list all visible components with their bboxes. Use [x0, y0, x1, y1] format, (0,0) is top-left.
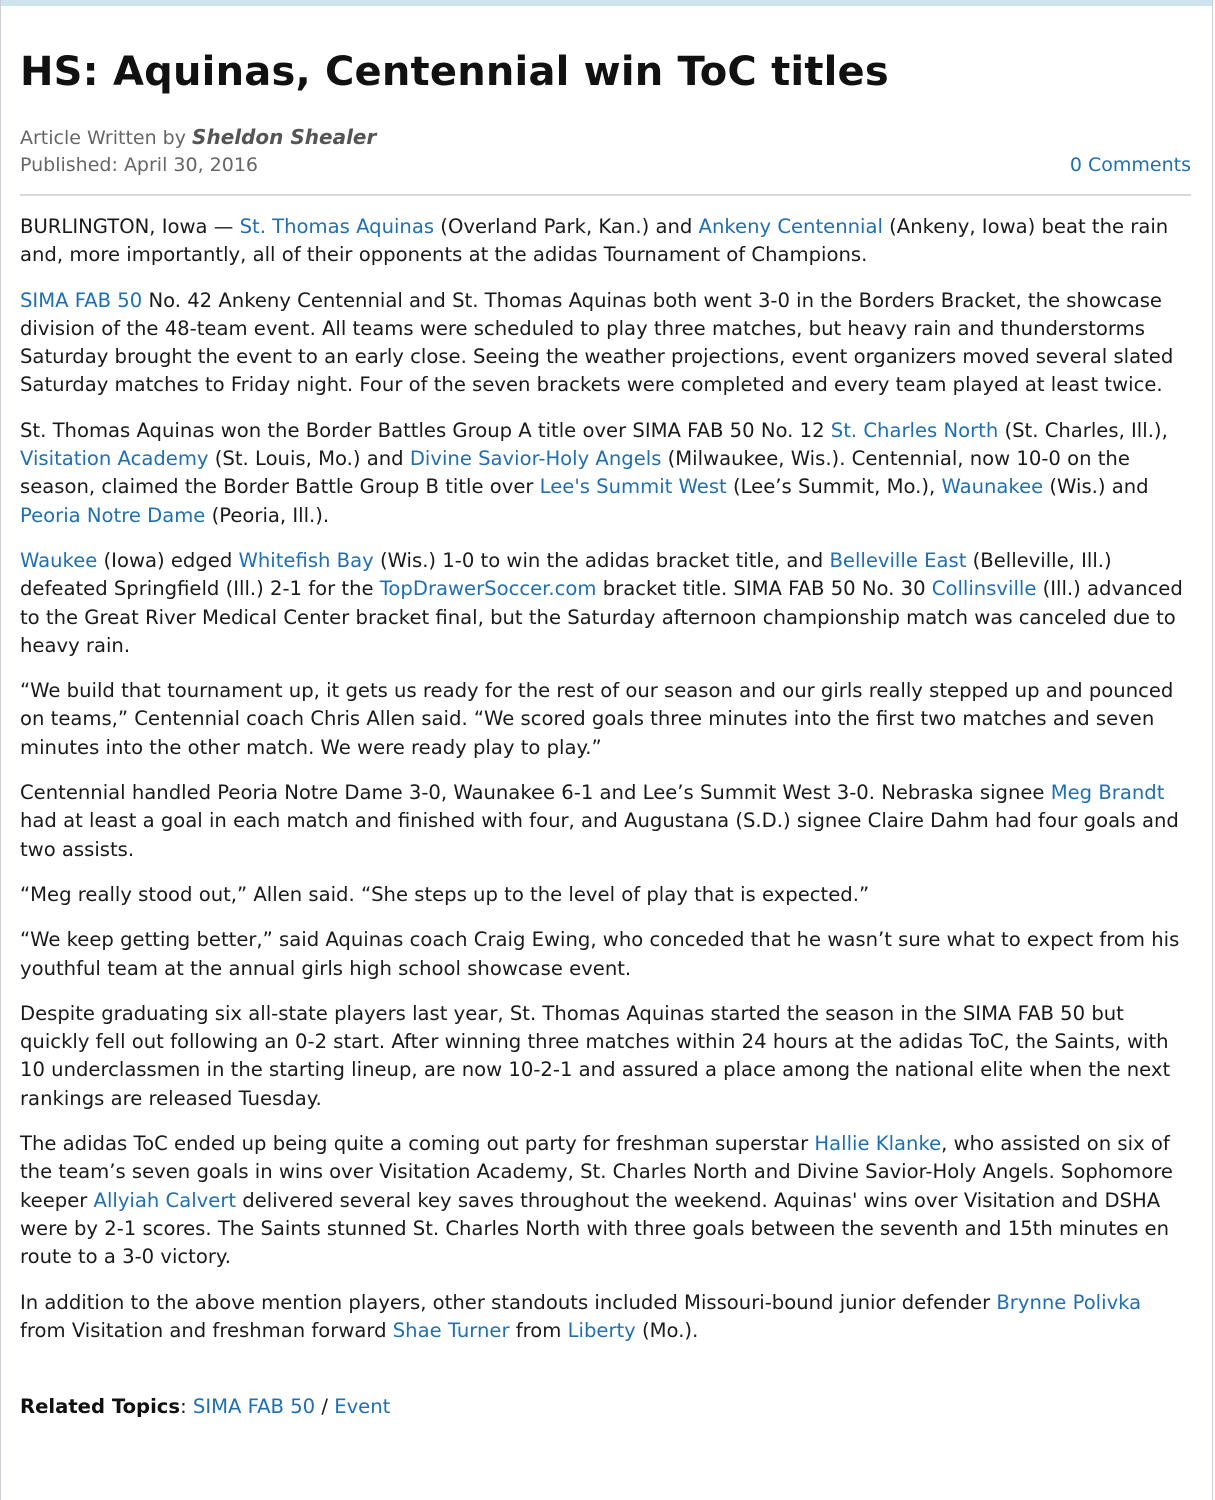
paragraph-text: (Belleville, Ill.) defeated Springfield (Ill.) 2-1 for the: [20, 548, 1112, 601]
inline-link-divine-savior-holy-angels[interactable]: Divine Savior-Holy Angels: [409, 447, 662, 471]
article-paragraph: [20, 287, 1191, 400]
meta-divider: [20, 194, 1191, 196]
paragraph-text: from Visitation and freshman forward: [20, 1318, 393, 1342]
article-paragraph: [20, 1000, 1191, 1113]
inline-link-whitefish-bay[interactable]: Whitefish Bay: [238, 548, 374, 572]
inline-link-meg-brandt[interactable]: Meg Brandt: [1050, 781, 1165, 805]
paragraph-text: (St. Charles, Ill.),: [998, 418, 1168, 442]
article-meta: [20, 124, 1191, 179]
related-topics-label: Related Topics: [20, 1395, 181, 1419]
article-paragraph: [20, 1130, 1191, 1271]
paragraph-text: (Milwaukee, Wis.). Centennial, now 10-0 on the season, claimed the Border Battle Group B title over: [20, 447, 1130, 499]
inline-link-allyiah-calvert[interactable]: Allyiah Calvert: [93, 1188, 237, 1212]
inline-link-waukee[interactable]: Waukee: [20, 548, 98, 572]
paragraph-text: (Ankeny, Iowa) beat the rain and, more importantly, all of their opponents at the adidas Tournament of Champions.: [20, 215, 1169, 267]
paragraph-text: (Mo.).: [635, 1318, 699, 1342]
paragraph-text: (Peoria, Ill.).: [205, 503, 330, 527]
inline-link-hallie-klanke[interactable]: Hallie Klanke: [814, 1132, 942, 1156]
paragraph-text: Centennial handled Peoria Notre Dame 3-0, Waunakee 6-1 and Lee’s Summit West 3-0. Nebraska signee: [20, 781, 1051, 805]
paragraph-text: bracket title. SIMA FAB 50 No. 30: [596, 577, 932, 601]
top-accent-bar: [1, 0, 1212, 6]
article-paragraph: [20, 417, 1191, 530]
article-title: HS: Aquinas, Centennial win ToC titles: [20, 49, 889, 95]
paragraph-text: (St. Louis, Mo.) and: [208, 447, 410, 471]
published-label: Published:: [20, 154, 118, 176]
article-paragraph: [20, 677, 1191, 762]
inline-link-st-thomas-aquinas[interactable]: St. Thomas Aquinas: [239, 215, 435, 238]
paragraph-text: No. 42 Ankeny Centennial and St. Thomas Aquinas both went 3-0 in the Borders Bracket, the showcase division of the 48-team event. All teams were scheduled to play three matches, but heavy rain and thunderstorms Saturday brought the event to an early close. Seeing the weather projections, event organizers moved several slated Saturday matches to Friday night. Four of the seven brackets were completed and every team played at least twice.: [20, 288, 1174, 397]
paragraph-text: Despite graduating six all-state players last year, St. Thomas Aquinas started the season in the SIMA FAB 50 but quickly fell out following an 0-2 start. After winning three matches within 24 hours at the adidas ToC, the Saints, with 10 underclassmen in the starting lineup, are now 10-2-1 and assured a place among the national elite when the next rankings are released Tuesday.: [20, 1001, 1171, 1110]
paragraph-text: BURLINGTON, Iowa —: [20, 215, 240, 238]
inline-link-belleville-east[interactable]: Belleville East: [829, 548, 967, 572]
related-topic-link-sima-fab-50[interactable]: SIMA FAB 50: [192, 1395, 316, 1419]
published-date: April 30, 2016: [123, 154, 259, 176]
paragraph-text: , who assisted on six of the team’s seven goals in wins over Visitation Academy, St. Charles North and Divine Savior-Holy Angels. Sophomore keeper: [20, 1132, 1173, 1212]
inline-link-topdrawersoccer-com[interactable]: TopDrawerSoccer.com: [379, 577, 597, 601]
article-paragraph: [20, 881, 1191, 909]
paragraph-text: had at least a goal in each match and finished with four, and Augustana (S.D.) signee Claire Dahm had four goals and two assists.: [20, 809, 1179, 861]
article-paragraph: [20, 1289, 1191, 1346]
paragraph-text: “Meg really stood out,” Allen said. “She steps up to the level of play that is expected.”: [20, 882, 870, 906]
related-topic-separator: /: [315, 1395, 335, 1419]
related-topic-link-event[interactable]: Event: [334, 1395, 391, 1419]
byline: [20, 124, 1191, 152]
inline-link-st-charles-north[interactable]: St. Charles North: [830, 418, 999, 442]
inline-link-liberty[interactable]: Liberty: [567, 1318, 636, 1342]
inline-link-peoria-notre-dame[interactable]: Peoria Notre Dame: [20, 503, 206, 527]
paragraph-text: (Ill.) advanced to the Great River Medical Center bracket final, but the Saturday afternoon championship match was canceled due to heavy rain.: [20, 577, 1183, 657]
published-line: [20, 152, 1191, 179]
related-topics: [20, 1393, 1191, 1421]
author-name[interactable]: Sheldon Shealer: [192, 125, 377, 149]
paragraph-text: (Wis.) 1-0 to win the adidas bracket title, and: [373, 548, 830, 572]
inline-link-waunakee[interactable]: Waunakee: [941, 475, 1044, 499]
article-paragraph: [20, 779, 1191, 864]
paragraph-text: from: [509, 1318, 568, 1342]
inline-link-ankeny-centennial[interactable]: Ankeny Centennial: [698, 215, 883, 238]
article-paragraph: [20, 926, 1191, 983]
paragraph-text: “We build that tournament up, it gets us ready for the rest of our season and our girls really stepped up and pounced on teams,” Centennial coach Chris Allen said. “We scored goals three minutes into the first two matches and seven minutes into the other match. We were ready play to play.”: [20, 679, 1174, 759]
article-paragraph: [20, 213, 1191, 270]
inline-link-sima-fab-50[interactable]: SIMA FAB 50: [20, 288, 143, 312]
article-paragraph: [20, 547, 1191, 660]
paragraph-text: The adidas ToC ended up being quite a coming out party for freshman superstar: [20, 1132, 815, 1156]
paragraph-text: delivered several key saves throughout the weekend. Aquinas' wins over Visitation and DSHA were by 2-1 scores. The Saints stunned St. Charles North with three goals between the seventh and 15th minutes en route to a 3-0 victory.: [20, 1188, 1169, 1269]
byline-prefix: Article Written by: [20, 127, 186, 149]
comments-link[interactable]: 0 Comments: [1069, 154, 1191, 176]
inline-link-visitation-academy[interactable]: Visitation Academy: [20, 447, 209, 471]
related-topics-colon: :: [180, 1395, 187, 1419]
article-body: [20, 213, 1191, 1345]
inline-link-shae-turner[interactable]: Shae Turner: [392, 1318, 510, 1342]
inline-link-brynne-polivka[interactable]: Brynne Polivka: [996, 1290, 1142, 1314]
paragraph-text: (Iowa) edged: [97, 548, 239, 572]
article-container: [1, 46, 1212, 1421]
paragraph-text: In addition to the above mention players, other standouts included Missouri-bound junior defender: [20, 1290, 997, 1314]
paragraph-text: (Overland Park, Kan.) and: [434, 215, 699, 238]
paragraph-text: “We keep getting better,” said Aquinas coach Craig Ewing, who conceded that he wasn’t sure what to expect from his youthful team at the annual girls high school showcase event.: [20, 928, 1180, 980]
paragraph-text: (Wis.) and: [1043, 475, 1149, 499]
inline-link-collinsville[interactable]: Collinsville: [931, 577, 1037, 601]
paragraph-text: (Lee’s Summit, Mo.),: [726, 475, 942, 499]
paragraph-text: St. Thomas Aquinas won the Border Battles Group A title over SIMA FAB 50 No. 12: [20, 418, 831, 442]
inline-link-lee-s-summit-west[interactable]: Lee's Summit West: [539, 475, 727, 499]
